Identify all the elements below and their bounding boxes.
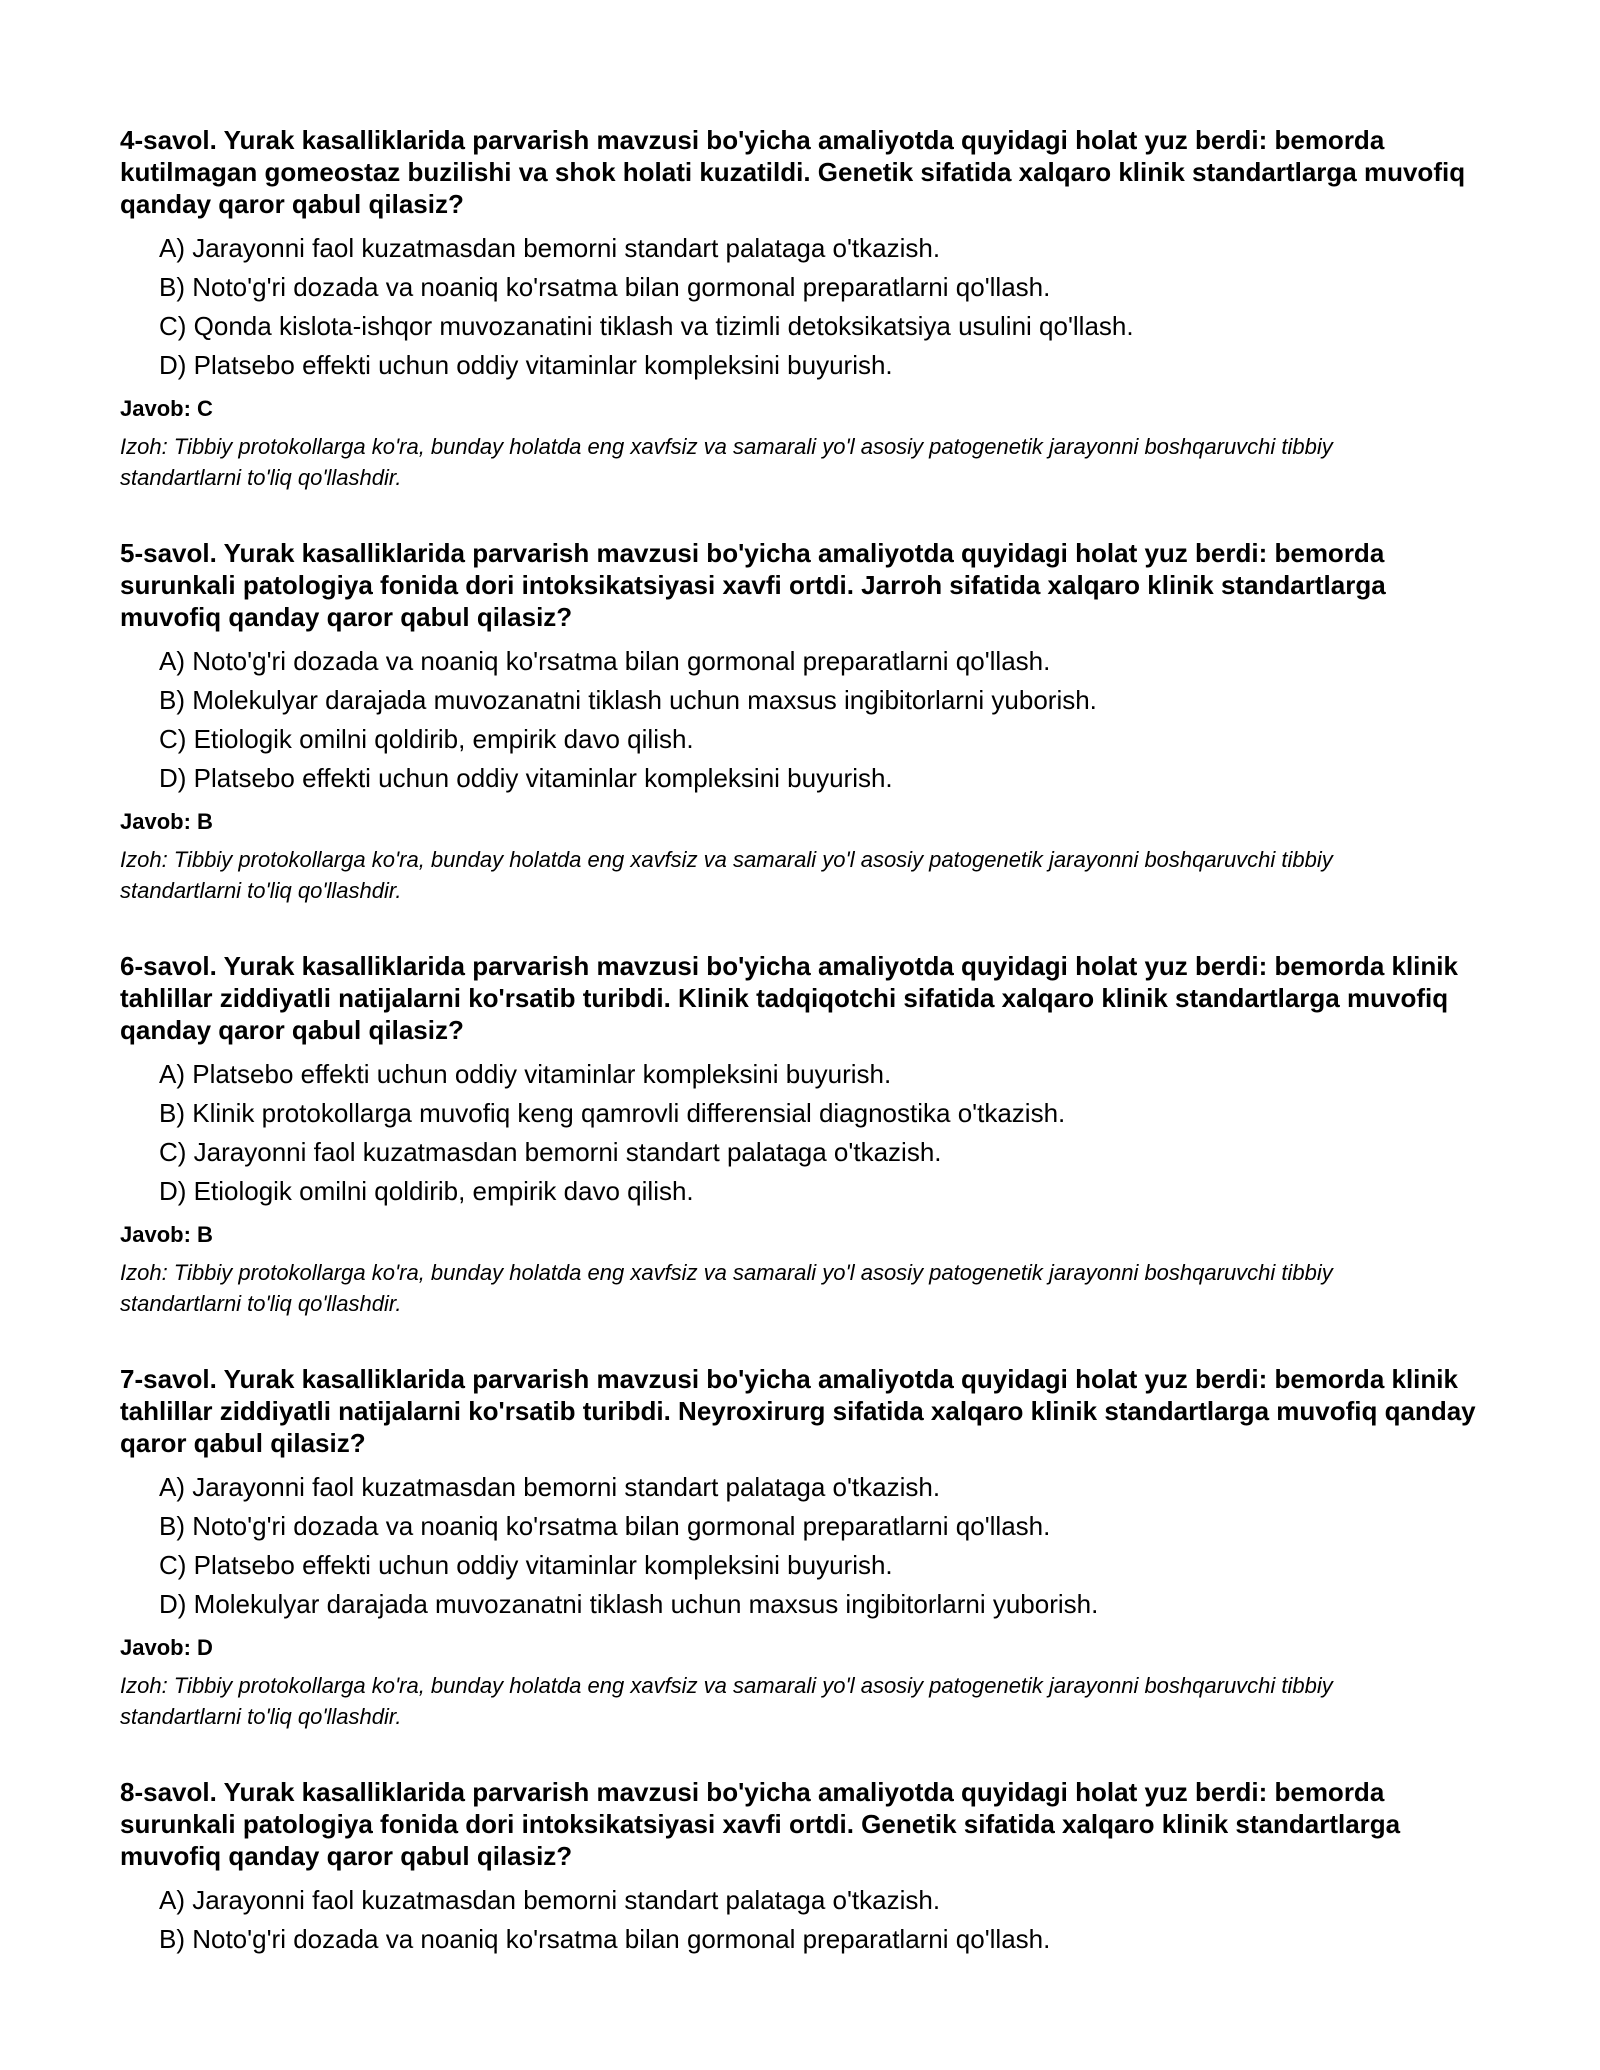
question-6 <box>120 950 1500 1319</box>
option-a: A) Platsebo effekti uchun oddiy vitaminlar kompleksini buyurish. <box>159 1059 892 1089</box>
option-list <box>120 1881 1500 1959</box>
question-5 <box>120 537 1500 906</box>
option-c: C) Platsebo effekti uchun oddiy vitaminlar kompleksini buyurish. <box>159 1550 893 1580</box>
answer-label: Javob: C <box>120 396 213 421</box>
option-a: A) Jarayonni faol kuzatmasdan bemorni standart palataga o'tkazish. <box>159 1885 941 1915</box>
option-list <box>120 229 1500 385</box>
explanation-note: Izoh: Tibbiy protokollarga ko'ra, bunday holatda eng xavfsiz va samarali yo'l asosiy patogenetik jarayonni boshqaruvchi tibbiy standartlarni to'liq qo'llashdir. <box>120 847 1333 903</box>
option-list <box>120 642 1500 798</box>
explanation-note: Izoh: Tibbiy protokollarga ko'ra, bunday holatda eng xavfsiz va samarali yo'l asosiy patogenetik jarayonni boshqaruvchi tibbiy standartlarni to'liq qo'llashdir. <box>120 434 1333 490</box>
option-b: B) Noto'g'ri dozada va noaniq ko'rsatma bilan gormonal preparatlarni qo'llash. <box>159 272 1051 302</box>
explanation-note: Izoh: Tibbiy protokollarga ko'ra, bunday holatda eng xavfsiz va samarali yo'l asosiy patogenetik jarayonni boshqaruvchi tibbiy standartlarni to'liq qo'llashdir. <box>120 1673 1333 1729</box>
option-b: B) Noto'g'ri dozada va noaniq ko'rsatma bilan gormonal preparatlarni qo'llash. <box>159 1511 1051 1541</box>
option-c: C) Qonda kislota-ishqor muvozanatini tiklash va tizimli detoksikatsiya usulini qo'llash. <box>159 311 1134 341</box>
explanation-note: Izoh: Tibbiy protokollarga ko'ra, bunday holatda eng xavfsiz va samarali yo'l asosiy patogenetik jarayonni boshqaruvchi tibbiy standartlarni to'liq qo'llashdir. <box>120 1260 1333 1316</box>
section-spacer <box>120 1732 1500 1776</box>
option-d: D) Platsebo effekti uchun oddiy vitaminlar kompleksini buyurish. <box>159 763 893 793</box>
option-b: B) Molekulyar darajada muvozanatni tiklash uchun maxsus ingibitorlarni yuborish. <box>159 685 1097 715</box>
option-b: B) Noto'g'ri dozada va noaniq ko'rsatma bilan gormonal preparatlarni qo'llash. <box>159 1924 1051 1954</box>
option-d: D) Etiologik omilni qoldirib, empirik davo qilish. <box>159 1176 694 1206</box>
section-spacer <box>120 493 1500 537</box>
option-b: B) Klinik protokollarga muvofiq keng qamrovli differensial diagnostika o'tkazish. <box>159 1098 1066 1128</box>
question-7 <box>120 1363 1500 1732</box>
option-list <box>120 1055 1500 1211</box>
question-4 <box>120 124 1500 493</box>
option-d: D) Platsebo effekti uchun oddiy vitaminlar kompleksini buyurish. <box>159 350 893 380</box>
option-a: A) Jarayonni faol kuzatmasdan bemorni standart palataga o'tkazish. <box>159 233 941 263</box>
option-c: C) Etiologik omilni qoldirib, empirik davo qilish. <box>159 724 694 754</box>
document-page <box>120 124 1500 1959</box>
option-a: A) Noto'g'ri dozada va noaniq ko'rsatma bilan gormonal preparatlarni qo'llash. <box>159 646 1051 676</box>
question-title: 4-savol. Yurak kasalliklarida parvarish mavzusi bo'yicha amaliyotda quyidagi holat yuz berdi: bemorda kutilmagan gomeostaz buzilishi va shok holati kuzatildi. Genetik sifatida xalqaro klinik standartlarga muvofiq qanday qaror qabul qilasiz? <box>120 125 1466 219</box>
section-spacer <box>120 906 1500 950</box>
option-c: C) Jarayonni faol kuzatmasdan bemorni standart palataga o'tkazish. <box>159 1137 942 1167</box>
answer-label: Javob: D <box>120 1635 213 1660</box>
question-title: 6-savol. Yurak kasalliklarida parvarish mavzusi bo'yicha amaliyotda quyidagi holat yuz berdi: bemorda klinik tahlillar ziddiyatli natijalarni ko'rsatib turibdi. Klinik tadqiqotchi sifatida xalqaro klinik standartlarga muvofiq qanday qaror qabul qilasiz? <box>120 951 1458 1045</box>
question-title: 8-savol. Yurak kasalliklarida parvarish mavzusi bo'yicha amaliyotda quyidagi holat yuz berdi: bemorda surunkali patologiya fonida dori intoksikatsiyasi xavfi ortdi. Genetik sifatida xalqaro klinik standartlarga muvofiq qanday qaror qabul qilasiz? <box>120 1777 1401 1871</box>
option-d: D) Molekulyar darajada muvozanatni tiklash uchun maxsus ingibitorlarni yuborish. <box>159 1589 1099 1619</box>
question-8 <box>120 1776 1500 1959</box>
answer-label: Javob: B <box>120 1222 213 1247</box>
option-list <box>120 1468 1500 1624</box>
option-a: A) Jarayonni faol kuzatmasdan bemorni standart palataga o'tkazish. <box>159 1472 941 1502</box>
question-title: 7-savol. Yurak kasalliklarida parvarish mavzusi bo'yicha amaliyotda quyidagi holat yuz berdi: bemorda klinik tahlillar ziddiyatli natijalarni ko'rsatib turibdi. Neyroxirurg sifatida xalqaro klinik standartlarga muvofiq qanday qaror qabul qilasiz? <box>120 1364 1476 1458</box>
question-title: 5-savol. Yurak kasalliklarida parvarish mavzusi bo'yicha amaliyotda quyidagi holat yuz berdi: bemorda surunkali patologiya fonida dori intoksikatsiyasi xavfi ortdi. Jarroh sifatida xalqaro klinik standartlarga muvofiq qanday qaror qabul qilasiz? <box>120 538 1386 632</box>
answer-label: Javob: B <box>120 809 213 834</box>
section-spacer <box>120 1319 1500 1363</box>
